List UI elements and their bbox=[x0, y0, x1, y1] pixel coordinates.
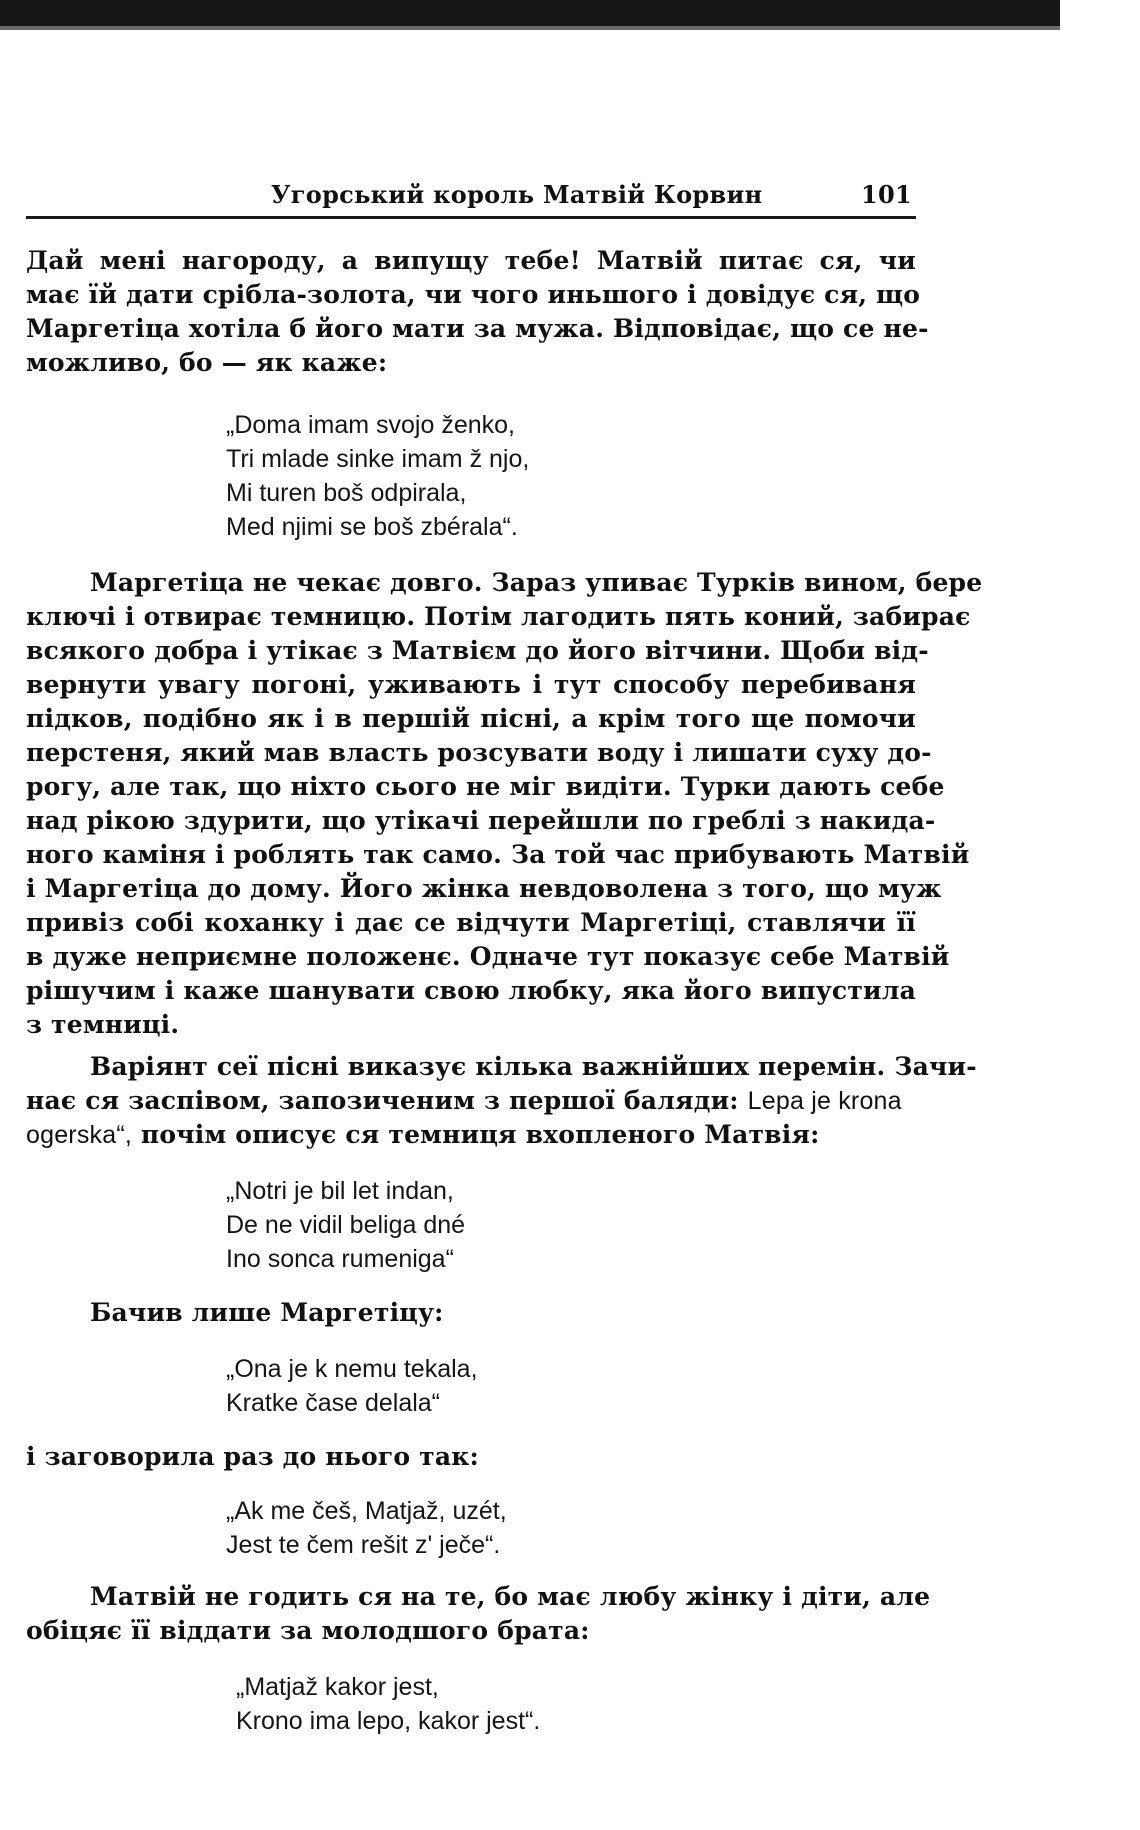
verse-line: Krono ima lepo, kakor jest“. bbox=[236, 1707, 541, 1735]
text-line: перстеня, який мав власть розсувати воду і лишати суху до- bbox=[26, 738, 932, 767]
text-line: Маргетіца не чекає довго. Зараз упиває Турків вином, бере bbox=[90, 568, 983, 597]
text-line: в дуже неприємне положенє. Одначе тут показує себе Матвій bbox=[26, 942, 950, 971]
verse-line: „Matjaž kakor jest, bbox=[236, 1673, 439, 1701]
verse-line: „Ak me češ, Matjaž, uzét, bbox=[226, 1497, 507, 1525]
text-line: над рікою здурити, що утікачі перейшли по греблі з накида- bbox=[26, 806, 936, 835]
text-line: підков, подібно як і в першій пісні, а крім того ще помочи bbox=[26, 704, 916, 733]
text-line: і заговорила раз до нього так: bbox=[26, 1442, 479, 1471]
verse-line: Kratke čase delala“ bbox=[226, 1389, 441, 1417]
running-title: Угорський король Матвій Корвин bbox=[271, 180, 763, 209]
text-line: ключі і отвирає темницю. Потім лагодить пять коний, забирає bbox=[26, 602, 971, 631]
text-line: вернути увагу погоні, уживають і тут способу перебиваня bbox=[26, 670, 916, 699]
verse-line: De ne vidil beliga dné bbox=[226, 1211, 466, 1239]
scan-border bbox=[0, 0, 1060, 26]
text-line: рішучим і каже шанувати свою любку, яка його випустила bbox=[26, 976, 916, 1005]
text-line: всякого добра і утікає з Матвієм до його вітчини. Щоби від- bbox=[26, 636, 929, 665]
text-line: ного каміня і роблять так само. За той час прибувають Матвій bbox=[26, 840, 970, 869]
verse-line: Mi turen boš odpirala, bbox=[226, 479, 467, 507]
latin-quote: ogerska“, bbox=[26, 1121, 133, 1149]
text-segment: почім описує ся темниця вхопленого Матвія: bbox=[140, 1120, 820, 1149]
text-line bbox=[26, 1118, 916, 1152]
text-line: Бачив лише Маргетіцу: bbox=[90, 1298, 444, 1327]
text-segment: нає ся заспівом, запозиченим з першої баляди: bbox=[26, 1086, 739, 1115]
scan-border-fade bbox=[0, 26, 1060, 30]
text-line: і Маргетіца до дому. Його жінка невдоволена з того, що муж bbox=[26, 874, 942, 903]
verse-line: Tri mlade sinke imam ž njo, bbox=[226, 445, 530, 473]
text-line bbox=[26, 1084, 916, 1118]
text-line: привіз собі коханку і дає се відчути Маргетіці, ставлячи її bbox=[26, 908, 916, 937]
text-line: Маргетіца хотіла б його мати за мужа. Відповідає, що се не- bbox=[26, 314, 929, 343]
verse-line: Jest te čem rešit z' ječe“. bbox=[226, 1531, 501, 1559]
text-line: рогу, але так, що ніхто сього не міг видіти. Турки дають себе bbox=[26, 772, 945, 801]
text-line: Дай мені нагороду, а випущу тебе! Матвій питає ся, чи bbox=[26, 246, 916, 275]
text-line: обіцяє її віддати за молодшого брата: bbox=[26, 1616, 590, 1645]
verse-line: „Doma imam svojo ženko, bbox=[226, 411, 515, 439]
page-number: 101 bbox=[861, 180, 912, 209]
latin-quote: Lepa je krona bbox=[747, 1087, 902, 1115]
verse-line: „Notri je bil let indan, bbox=[226, 1177, 454, 1205]
verse-line: Ino sonca rumeniga“ bbox=[226, 1245, 454, 1273]
text-line: Матвій не годить ся на те, бо має любу жінку і діти, але bbox=[90, 1582, 931, 1611]
running-header bbox=[26, 180, 916, 219]
text-line: можливо, бо — як каже: bbox=[26, 348, 388, 377]
verse-line: „Ona je k nemu tekala, bbox=[226, 1355, 478, 1383]
text-line: має їй дати срібла-золота, чи чого иньшого і довідує ся, що bbox=[26, 280, 921, 309]
text-line: з темниці. bbox=[26, 1010, 180, 1039]
verse-line: Med njimi se boš zbérala“. bbox=[226, 513, 518, 541]
text-line: Варіянт сеї пісні виказує кілька важнійших перемін. Зачи- bbox=[90, 1052, 977, 1081]
